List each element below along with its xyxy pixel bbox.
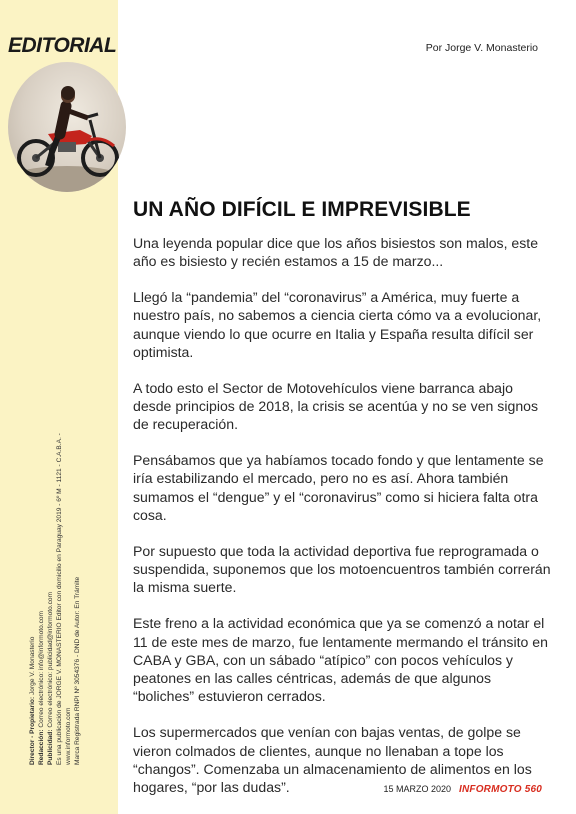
brand-logo: INFORMOTO 560	[459, 784, 542, 795]
masthead-credits	[28, 365, 82, 765]
byline: Por Jorge V. Monasterio	[425, 42, 538, 54]
paragraph: A todo esto el Sector de Motovehículos viene barranca abajo desde principios de 2018, la crisis se acentúa y no se ven signos de recuperación.	[133, 379, 539, 433]
publicidad-label: Publicidad:	[47, 729, 54, 765]
publisher-line: Es una publicación de JORGE V. MONASTERIO Editor con domicilio en Paraguay 2019 - 6º M - 1121 - C.A.B.A. -	[56, 433, 63, 765]
article-body	[133, 234, 553, 814]
paragraph: Llegó la “pandemia” del “coronavirus” a América, muy fuerte a nuestro país, no sabemos a ciencia cierta cómo va a evolucionar, aunque viendo lo que ocurre en Italia y España resulta difícil ser optimista.	[133, 289, 542, 360]
website-line: www.informoto.com	[65, 707, 72, 765]
headline: UN AÑO DIFÍCIL E IMPREVISIBLE	[133, 198, 471, 221]
motorcycle-rider-image	[8, 62, 126, 192]
paragraph: Este freno a la actividad económica que ya se comenzó a notar el 11 de este mes de marzo, fue lentamente mermando el tránsito en CABA y GBA, con un sábado “atípico” con pocos vehículos y peatones en las calles céntricas, además de que algunos “boliches” estuvieron cerrados.	[133, 615, 548, 705]
director-label: Director - Propietario:	[29, 696, 36, 765]
director-value: Jorge V. Monasterio	[29, 636, 36, 695]
paragraph: Una leyenda popular dice que los años bisiestos son malos, este año es bisiesto y recién estamos a 15 de marzo...	[133, 235, 539, 270]
publicidad-value: Correo electrónico: publicidad@informoto.com	[47, 591, 54, 728]
author-photo	[8, 62, 126, 192]
paragraph: Los supermercados que venían con bajas ventas, de golpe se vieron colmados de clientes, aunque no llenaban a tope los “changos”. Comenzaba un almacenamiento de alimentos en los hogares, “por las dudas”.	[133, 724, 532, 796]
page-footer	[383, 784, 542, 795]
issue-date: 15 MARZO 2020	[383, 784, 451, 794]
registration-line: Marca Registrada RNPI Nº 3054376 - DND de Autor: En Trámite	[74, 576, 81, 765]
paragraph: Por supuesto que toda la actividad deportiva fue reprogramada o suspendida, suponemos que los motoencuentros también correrán la misma suerte.	[133, 542, 551, 596]
redaccion-value: Correo electrónico: info@informoto.com	[38, 610, 45, 728]
redaccion-label: Redacción:	[38, 729, 45, 765]
paragraph: Pensábamos que ya habíamos tocado fondo y que lentamente se iría estabilizando el mercado, pero no es así. Ahora también sumamos el “dengue” y el “coronavirus” como si hiciera falta otra cosa.	[133, 452, 544, 524]
section-label: EDITORIAL	[8, 34, 117, 57]
